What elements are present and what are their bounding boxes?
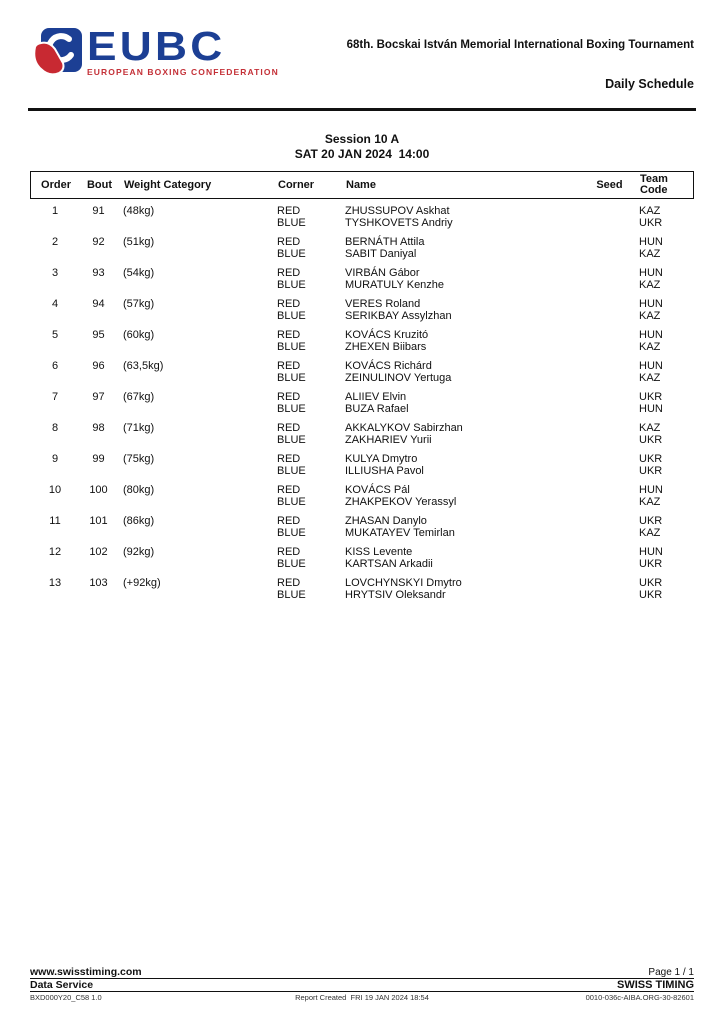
red-corner-label: RED <box>277 360 301 372</box>
red-boxer-name: LOVCHYNSKYI Dmytro <box>345 577 462 589</box>
weight-category: (67kg) <box>123 391 155 403</box>
red-boxer-name: ZHUSSUPOV Askhat <box>345 205 450 217</box>
blue-corner-label: BLUE <box>277 372 306 385</box>
bout-number: 92 <box>92 236 105 248</box>
blue-corner-label: BLUE <box>277 341 306 354</box>
eubc-logo <box>33 23 279 79</box>
blue-team-code: UKR <box>639 434 663 447</box>
corner-column <box>271 205 339 230</box>
red-corner-label: RED <box>277 484 301 496</box>
seed-column <box>584 577 633 602</box>
corner-column <box>271 453 339 478</box>
red-corner-label: RED <box>277 577 301 589</box>
red-team-code: UKR <box>639 453 663 465</box>
tournament-title: 68th. Bocskai István Memorial International Boxing Tournament <box>346 39 694 51</box>
red-team-code: HUN <box>639 546 663 558</box>
blue-team-code: KAZ <box>639 279 661 292</box>
red-team-code: HUN <box>639 484 663 496</box>
blue-corner-label: BLUE <box>277 310 306 323</box>
blue-boxer-name: SERIKBAY Assylzhan <box>345 310 452 323</box>
seed-column <box>584 484 633 509</box>
name-column <box>339 267 584 292</box>
red-corner-label: RED <box>277 298 301 310</box>
bout-order: 12 <box>48 546 62 558</box>
red-corner-label: RED <box>277 329 301 341</box>
name-column <box>339 484 584 509</box>
session-datetime: SAT 20 JAN 2024 14:00 <box>294 147 430 161</box>
logo-tagline: EUROPEAN BOXING CONFEDERATION <box>87 67 279 77</box>
boxing-glove-icon <box>33 27 83 79</box>
blue-team-code: KAZ <box>639 248 661 261</box>
blue-team-code: UKR <box>639 589 663 602</box>
col-header-seed: Seed <box>596 178 623 191</box>
col-header-team-line2: Code <box>640 184 668 196</box>
corner-column <box>271 484 339 509</box>
team-column <box>633 484 694 509</box>
blue-boxer-name: ILLIUSHA Pavol <box>345 465 424 478</box>
team-column <box>633 422 694 447</box>
blue-boxer-name: MURATULY Kenzhe <box>345 279 445 292</box>
corner-column <box>271 298 339 323</box>
corner-column <box>271 236 339 261</box>
bout-order: 8 <box>51 422 59 434</box>
table-row <box>30 484 694 509</box>
table-row <box>30 360 694 385</box>
blue-corner-label: BLUE <box>277 403 306 416</box>
blue-boxer-name: TYSHKOVETS Andriy <box>345 217 453 230</box>
blue-corner-label: BLUE <box>277 496 306 509</box>
bout-number: 100 <box>89 484 108 496</box>
seed-column <box>584 298 633 323</box>
bout-number: 102 <box>89 546 108 558</box>
name-column <box>339 298 584 323</box>
weight-category: (48kg) <box>123 205 155 217</box>
bout-number: 93 <box>92 267 105 279</box>
blue-team-code: UKR <box>639 558 663 571</box>
red-boxer-name: ZHASAN Danylo <box>345 515 427 527</box>
team-column <box>633 391 694 416</box>
blue-corner-label: BLUE <box>277 465 306 478</box>
red-boxer-name: AKKALYKOV Sabirzhan <box>345 422 463 434</box>
red-corner-label: RED <box>277 236 301 248</box>
weight-category: (54kg) <box>123 267 155 279</box>
bout-order: 6 <box>51 360 59 372</box>
col-header-team <box>634 174 695 196</box>
name-column <box>339 329 584 354</box>
bout-number: 98 <box>92 422 105 434</box>
blue-boxer-name: ZEINULINOV Yertuga <box>345 372 452 385</box>
blue-boxer-name: KARTSAN Arkadii <box>345 558 433 571</box>
blue-corner-label: BLUE <box>277 279 306 292</box>
bout-order: 10 <box>48 484 62 496</box>
blue-boxer-name: ZHEXEN Biibars <box>345 341 427 354</box>
report-code: BXD000Y20_C58 1.0 <box>30 993 102 1002</box>
name-column <box>339 205 584 230</box>
seed-column <box>584 267 633 292</box>
bout-number: 94 <box>92 298 105 310</box>
blue-boxer-name: SABIT Daniyal <box>345 248 417 261</box>
bout-number: 96 <box>92 360 105 372</box>
table-row <box>30 298 694 323</box>
table-header <box>30 171 694 199</box>
weight-category: (75kg) <box>123 453 155 465</box>
red-team-code: HUN <box>639 298 663 310</box>
red-boxer-name: VERES Roland <box>345 298 421 310</box>
logo-text <box>87 23 279 77</box>
red-corner-label: RED <box>277 453 301 465</box>
bout-number: 103 <box>89 577 108 589</box>
blue-team-code: UKR <box>639 217 663 230</box>
corner-column <box>271 329 339 354</box>
blue-boxer-name: ZHAKPEKOV Yerassyl <box>345 496 457 509</box>
report-title: Daily Schedule <box>605 77 694 91</box>
red-corner-label: RED <box>277 546 301 558</box>
team-column <box>633 298 694 323</box>
name-column <box>339 236 584 261</box>
team-column <box>633 546 694 571</box>
bout-number: 99 <box>92 453 105 465</box>
team-column <box>633 329 694 354</box>
red-team-code: UKR <box>639 515 663 527</box>
swisstiming-url: www.swisstiming.com <box>30 966 142 978</box>
blue-team-code: KAZ <box>639 527 661 540</box>
page-footer <box>30 966 694 1002</box>
team-column <box>633 360 694 385</box>
red-corner-label: RED <box>277 267 301 279</box>
bout-number: 91 <box>92 205 105 217</box>
seed-column <box>584 236 633 261</box>
seed-column <box>584 360 633 385</box>
bout-order: 7 <box>51 391 59 403</box>
seed-column <box>584 422 633 447</box>
col-header-corner: Corner <box>278 178 315 191</box>
seed-column <box>584 515 633 540</box>
weight-category: (86kg) <box>123 515 155 527</box>
red-boxer-name: KULYA Dmytro <box>345 453 418 465</box>
blue-team-code: KAZ <box>639 341 661 354</box>
bout-order: 11 <box>49 515 61 527</box>
seed-column <box>584 391 633 416</box>
red-team-code: HUN <box>639 360 663 372</box>
red-team-code: HUN <box>639 329 663 341</box>
table-row <box>30 391 694 416</box>
bout-order: 3 <box>51 267 59 279</box>
name-column <box>339 546 584 571</box>
table-row <box>30 267 694 292</box>
team-column <box>633 453 694 478</box>
table-row <box>30 329 694 354</box>
red-team-code: HUN <box>639 236 663 248</box>
bout-order: 5 <box>51 329 59 341</box>
data-service-label: Data Service <box>30 979 94 991</box>
table-row <box>30 546 694 571</box>
red-boxer-name: VIRBÁN Gábor <box>345 267 420 279</box>
blue-boxer-name: HRYTSIV Oleksandr <box>345 589 446 602</box>
blue-corner-label: BLUE <box>277 589 306 602</box>
blue-team-code: KAZ <box>639 310 661 323</box>
table-row <box>30 205 694 230</box>
bout-number: 101 <box>89 515 108 527</box>
weight-category: (+92kg) <box>123 577 161 589</box>
red-boxer-name: BERNÁTH Attila <box>345 236 425 248</box>
col-header-order: Order <box>41 178 71 191</box>
header-divider <box>28 108 696 111</box>
weight-category: (92kg) <box>123 546 155 558</box>
blue-corner-label: BLUE <box>277 217 306 230</box>
col-header-weight: Weight Category <box>124 178 212 191</box>
corner-column <box>271 391 339 416</box>
red-boxer-name: ALIIEV Elvin <box>345 391 407 403</box>
red-boxer-name: KOVÁCS Pál <box>345 484 410 496</box>
col-header-name: Name <box>346 178 376 191</box>
table-row <box>30 577 694 602</box>
red-corner-label: RED <box>277 515 301 527</box>
blue-boxer-name: BUZA Rafael <box>345 403 409 416</box>
corner-column <box>271 546 339 571</box>
blue-corner-label: BLUE <box>277 434 306 447</box>
bout-order: 4 <box>51 298 59 310</box>
session-title: Session 10 A <box>324 132 400 146</box>
weight-category: (51kg) <box>123 236 155 248</box>
table-row <box>30 422 694 447</box>
red-team-code: UKR <box>639 577 663 589</box>
seed-column <box>584 329 633 354</box>
red-boxer-name: KISS Levente <box>345 546 413 558</box>
blue-team-code: KAZ <box>639 496 661 509</box>
bout-number: 95 <box>92 329 105 341</box>
name-column <box>339 360 584 385</box>
doc-code: 0010-036c-AIBA.ORG-30-82601 <box>585 993 694 1002</box>
team-column <box>633 577 694 602</box>
table-row <box>30 453 694 478</box>
seed-column <box>584 205 633 230</box>
table-row <box>30 515 694 540</box>
red-boxer-name: KOVÁCS Kruzitó <box>345 329 429 341</box>
name-column <box>339 391 584 416</box>
corner-column <box>271 267 339 292</box>
blue-team-code: HUN <box>639 403 663 416</box>
bout-number: 97 <box>92 391 105 403</box>
name-column <box>339 515 584 540</box>
logo-wordmark: EUBC <box>87 23 226 69</box>
footer-divider-2 <box>30 991 694 992</box>
swiss-timing-label: SWISS TIMING <box>617 979 694 991</box>
seed-column <box>584 546 633 571</box>
blue-team-code: UKR <box>639 465 663 478</box>
blue-corner-label: BLUE <box>277 248 306 261</box>
weight-category: (57kg) <box>123 298 155 310</box>
bout-list <box>30 205 694 608</box>
corner-column <box>271 360 339 385</box>
blue-boxer-name: ZAKHARIEV Yurii <box>345 434 432 447</box>
bout-order: 1 <box>51 205 59 217</box>
col-header-bout: Bout <box>86 178 113 191</box>
red-team-code: KAZ <box>639 422 661 434</box>
blue-corner-label: BLUE <box>277 558 306 571</box>
blue-team-code: KAZ <box>639 372 661 385</box>
weight-category: (80kg) <box>123 484 155 496</box>
weight-category: (63,5kg) <box>123 360 164 372</box>
red-team-code: UKR <box>639 391 663 403</box>
report-created: Report Created FRI 19 JAN 2024 18:54 <box>295 993 429 1002</box>
bout-order: 2 <box>51 236 59 248</box>
weight-category: (71kg) <box>123 422 155 434</box>
team-column <box>633 205 694 230</box>
name-column <box>339 422 584 447</box>
red-corner-label: RED <box>277 391 301 403</box>
corner-column <box>271 577 339 602</box>
team-column <box>633 515 694 540</box>
red-corner-label: RED <box>277 422 301 434</box>
corner-column <box>271 515 339 540</box>
blue-boxer-name: MUKATAYEV Temirlan <box>345 527 455 540</box>
team-column <box>633 267 694 292</box>
red-corner-label: RED <box>277 205 301 217</box>
bout-order: 13 <box>48 577 62 589</box>
blue-corner-label: BLUE <box>277 527 306 540</box>
name-column <box>339 577 584 602</box>
weight-category: (60kg) <box>123 329 155 341</box>
seed-column <box>584 453 633 478</box>
name-column <box>339 453 584 478</box>
col-header-team-line1: Team <box>640 173 668 185</box>
red-team-code: KAZ <box>639 205 661 217</box>
red-team-code: HUN <box>639 267 663 279</box>
table-row <box>30 236 694 261</box>
session-header <box>0 132 724 162</box>
page-number: Page 1 / 1 <box>648 967 694 978</box>
corner-column <box>271 422 339 447</box>
red-boxer-name: KOVÁCS Richárd <box>345 360 432 372</box>
bout-order: 9 <box>51 453 59 465</box>
team-column <box>633 236 694 261</box>
